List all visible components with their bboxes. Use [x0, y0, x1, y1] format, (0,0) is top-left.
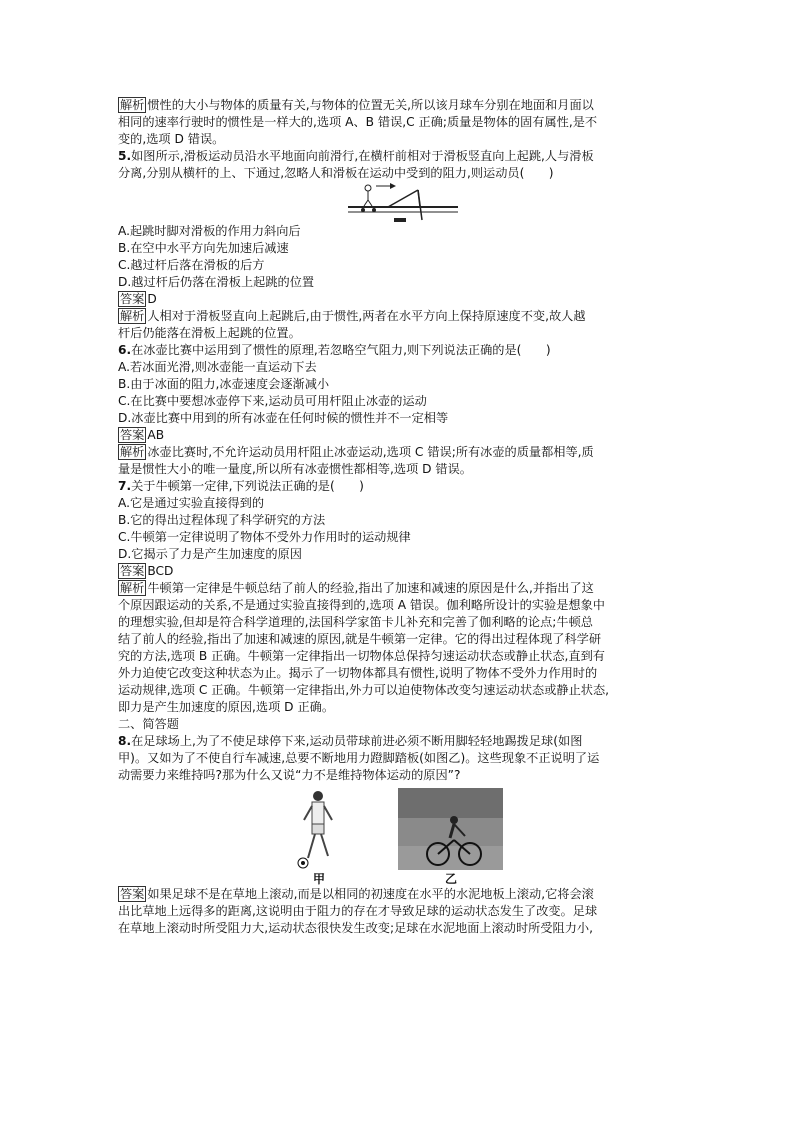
soccer-player-icon: [298, 791, 332, 868]
answer-label: 解析: [120, 309, 145, 323]
line-text: B.在空中水平方向先加速后减速: [118, 241, 289, 255]
text-line: [118, 444, 678, 461]
text-line: [118, 478, 678, 495]
photo-diagram: [118, 784, 678, 886]
text-line: [118, 699, 678, 716]
text-line: [118, 682, 678, 699]
text-line: [118, 308, 678, 325]
answer-label: 解析: [120, 581, 145, 595]
text-line: [118, 529, 678, 546]
line-text: 甲)。又如为了不使自行车减速,总要不断地用力蹬脚踏板(如图乙)。这些现象不正说明了运: [118, 751, 600, 765]
text-line: [118, 410, 678, 427]
skateboard-diagram: [118, 182, 678, 223]
line-text: A.起跳时脚对滑板的作用力斜向后: [118, 224, 301, 238]
text-line: [118, 597, 678, 614]
line-text: 的理想实验,但却是符合科学道理的,法国科学家笛卡儿补充和完善了伽利略的论点;牛顿总: [118, 615, 593, 629]
text-line: [118, 512, 678, 529]
answer-label: 解析: [120, 98, 145, 112]
line-text: 出比草地上远得多的距离,这说明由于阻力的存在才导致足球的运动状态发生了改变。足球: [118, 904, 598, 918]
line-text: C.在比赛中要想冰壶停下来,运动员可用杆阻止冰壶的运动: [118, 394, 427, 408]
text-line: [118, 393, 678, 410]
answer-label: 解析: [120, 445, 145, 459]
text-line: [118, 886, 678, 903]
line-text: B.它的得出过程体现了科学研究的方法: [118, 513, 326, 527]
text-line: [118, 461, 678, 478]
line-text: 分离,分别从横杆的上、下通过,忽略人和滑板在运动中受到的阻力,则运动员( ): [118, 166, 554, 180]
line-text: 究的方法,选项 B 正确。牛顿第一定律指出一切物体总保持匀速运动状态或静止状态,直到有: [118, 649, 605, 663]
line-text: 冰壶比赛时,不允许运动员用杆阻止冰壶运动,选项 C 错误;所有冰壶的质量都相等,质: [147, 445, 594, 459]
line-text: 运动规律,选项 C 正确。牛顿第一定律指出,外力可以迫使物体改变匀速运动状态或静止状态,: [118, 683, 610, 697]
document-page: [118, 97, 678, 937]
line-text: BCD: [147, 564, 174, 578]
text-line: [118, 427, 678, 444]
cyclist-photo: [398, 788, 503, 870]
text-block-a: [118, 97, 678, 182]
text-line: [118, 223, 678, 240]
line-text: 如图所示,滑板运动员沿水平地面向前滑行,在横杆前相对于滑板竖直向上起跳,人与滑板: [131, 149, 594, 163]
line-text: 在草地上滚动时所受阻力大,运动状态很快发生改变;足球在水泥地面上滚动时所受阻力小,: [118, 921, 593, 935]
line-text: D.它揭示了力是产生加速度的原因: [118, 547, 302, 561]
line-text: 个原因跟运动的关系,不是通过实验直接得到的,选项 A 错误。伽利略所设计的实验是想象中: [118, 598, 605, 612]
text-line: [118, 495, 678, 512]
line-text: 人相对于滑板竖直向上起跳后,由于惯性,两者在水平方向上保持原速度不变,故人越: [147, 309, 586, 323]
line-text: D.冰壶比赛中用到的所有冰壶在任何时候的惯性并不一定相等: [118, 411, 449, 425]
text-line: [118, 376, 678, 393]
text-line: [118, 97, 678, 114]
line-text: 量是惯性大小的唯一量度,所以所有冰壶惯性都相等,选项 D 错误。: [118, 462, 472, 476]
text-line: [118, 148, 678, 165]
line-text: 变的,选项 D 错误。: [118, 132, 225, 146]
text-line: [118, 733, 678, 750]
line-text: A.它是通过实验直接得到的: [118, 496, 265, 510]
text-line: [118, 165, 678, 182]
text-block-c: [118, 886, 678, 937]
text-line: [118, 563, 678, 580]
text-line: [118, 614, 678, 631]
line-text: 外力迫使它改变这种状态为止。揭示了一切物体都具有惯性,说明了物体不受外力作用时的: [118, 666, 598, 680]
photo-figure: [118, 784, 678, 886]
text-line: [118, 257, 678, 274]
text-line: [118, 359, 678, 376]
line-text: C.牛顿第一定律说明了物体不受外力作用时的运动规律: [118, 530, 411, 544]
line-text: 杆后仍能落在滑板上起跳的位置。: [118, 326, 301, 340]
question-number: 7.: [118, 479, 132, 493]
text-line: [118, 240, 678, 257]
text-line: [118, 716, 678, 733]
answer-label: 答案: [120, 564, 145, 578]
text-block-b: [118, 223, 678, 784]
line-text: D.越过杆后仍落在滑板上起跳的位置: [118, 275, 315, 289]
text-line: [118, 920, 678, 937]
text-line: [118, 648, 678, 665]
text-line: [118, 131, 678, 148]
skateboard-figure: [118, 182, 678, 223]
text-line: [118, 665, 678, 682]
text-line: [118, 114, 678, 131]
line-text: AB: [147, 428, 165, 442]
text-line: [118, 903, 678, 920]
text-line: [118, 750, 678, 767]
text-line: [118, 274, 678, 291]
line-text: B.由于冰面的阻力,冰壶速度会逐渐减小: [118, 377, 330, 391]
line-text: 牛顿第一定律是牛顿总结了前人的经验,指出了加速和减速的原因是什么,并指出了这: [147, 581, 594, 595]
text-line: [118, 767, 678, 784]
question-number: 5.: [118, 149, 132, 163]
line-text: 动需要力来维持吗?那为什么又说“力不是维持物体运动的原因”?: [118, 768, 461, 782]
text-line: [118, 631, 678, 648]
text-line: [118, 580, 678, 597]
line-text: 惯性的大小与物体的质量有关,与物体的位置无关,所以该月球车分别在地面和月面以: [147, 98, 594, 112]
question-number: 6.: [118, 343, 132, 357]
line-text: 在冰壶比赛中运用到了惯性的原理,若忽略空气阻力,则下列说法正确的是( ): [131, 343, 551, 357]
text-line: [118, 291, 678, 308]
question-number: 8.: [118, 734, 132, 748]
text-line: [118, 546, 678, 563]
text-line: [118, 325, 678, 342]
figure-label-left: 甲: [313, 872, 326, 886]
line-text: 二、简答题: [118, 717, 179, 731]
line-text: 相同的速率行驶时的惯性是一样大的,选项 A、B 错误,C 正确;质量是物体的固有属性,是不: [118, 115, 598, 129]
line-text: A.若冰面光滑,则冰壶能一直运动下去: [118, 360, 317, 374]
figure-label-right: 乙: [445, 872, 458, 886]
answer-label: 答案: [120, 292, 145, 306]
text-line: [118, 342, 678, 359]
line-text: 即力是产生加速度的原因,选项 D 正确。: [118, 700, 335, 714]
line-text: D: [147, 292, 157, 306]
answer-label: 答案: [120, 428, 145, 442]
line-text: 在足球场上,为了不使足球停下来,运动员带球前进必须不断用脚轻轻地踢拨足球(如图: [131, 734, 583, 748]
line-text: C.越过杆后落在滑板的后方: [118, 258, 265, 272]
answer-label: 答案: [120, 887, 145, 901]
line-text: 如果足球不是在草地上滚动,而是以相同的初速度在水平的水泥地板上滚动,它将会滚: [147, 887, 594, 901]
line-text: 结了前人的经验,指出了加速和减速的原因,就是牛顿第一定律。它的得出过程体现了科学研: [118, 632, 602, 646]
line-text: 关于牛顿第一定律,下列说法正确的是( ): [131, 479, 364, 493]
